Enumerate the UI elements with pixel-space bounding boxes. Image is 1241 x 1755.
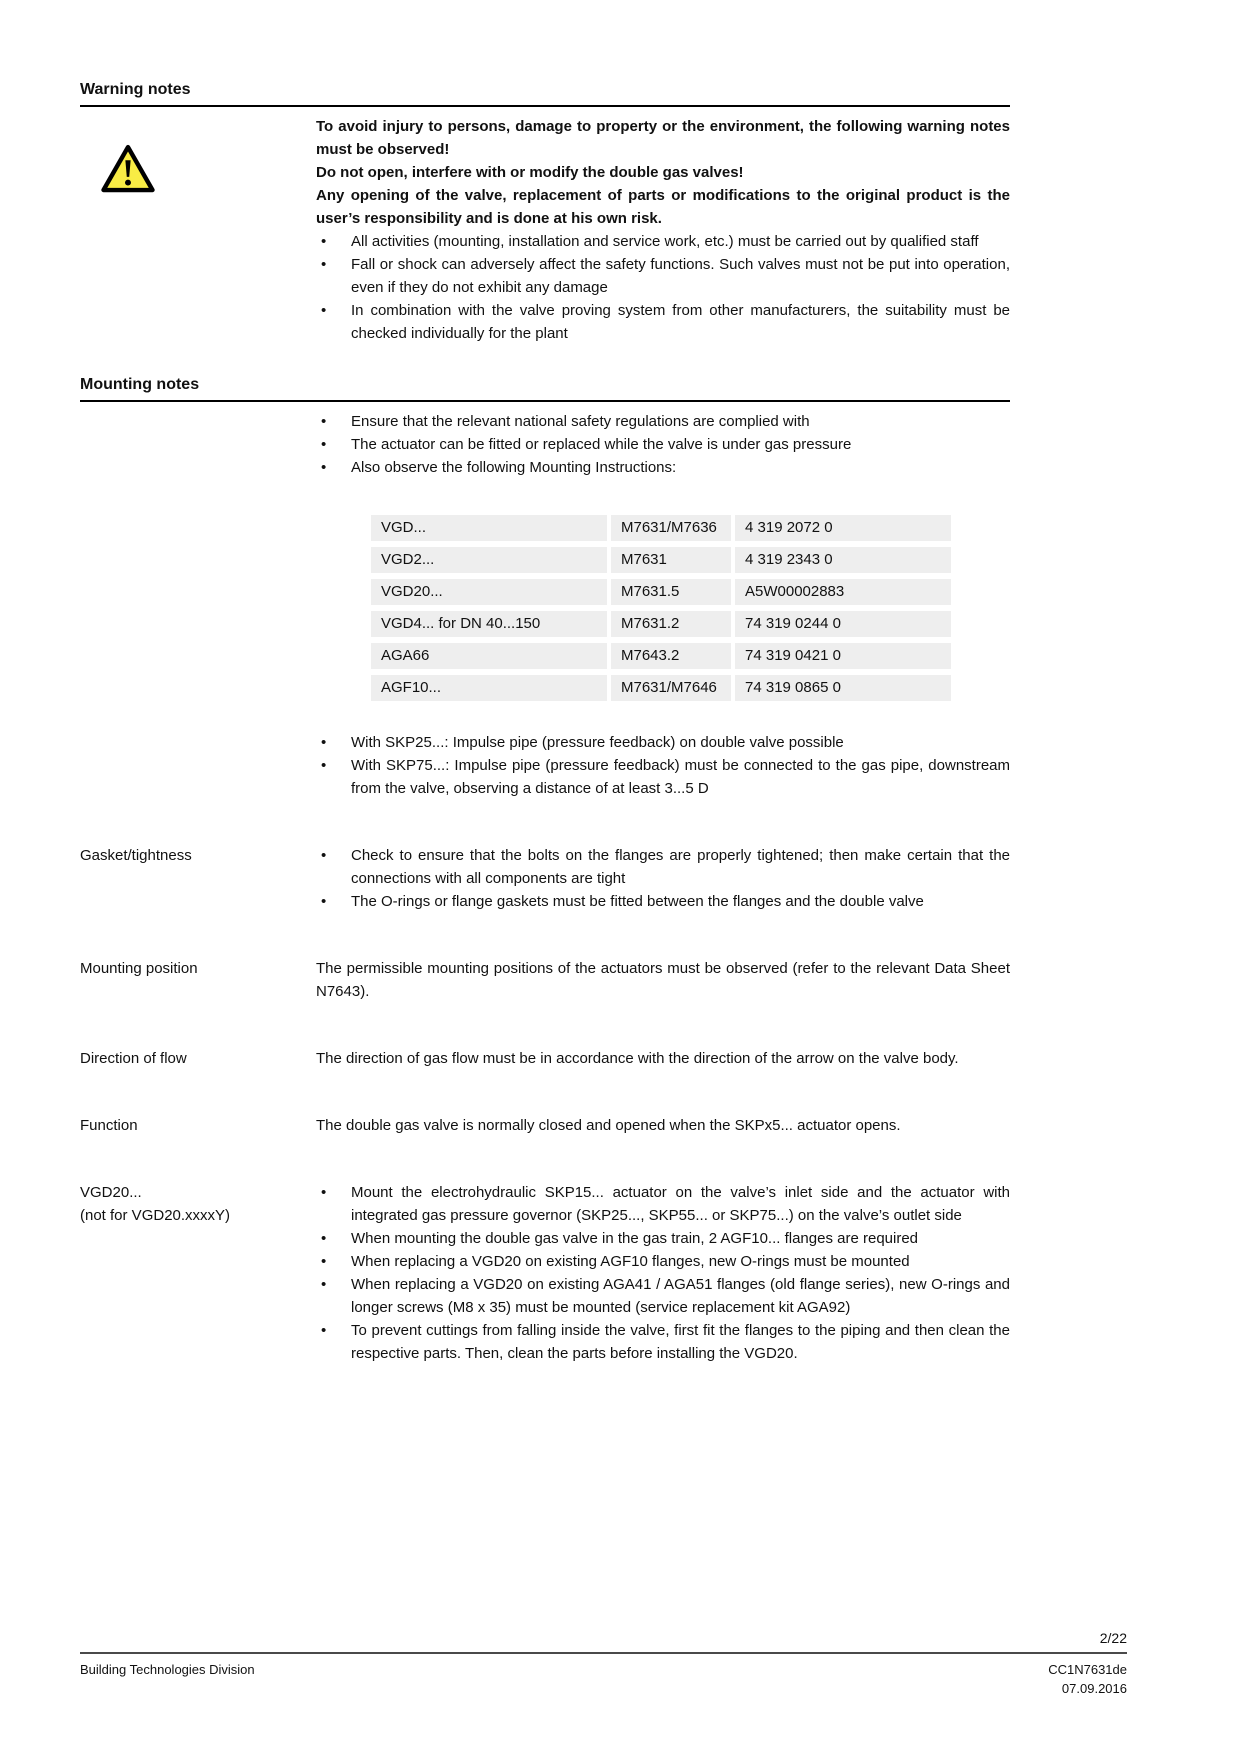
bullet-item: • With SKP25...: Impulse pipe (pressure feedback) on double valve possible — [316, 731, 1010, 754]
warning-label-column — [80, 115, 316, 202]
doc-date: 07.09.2016 — [1061, 1681, 1127, 1696]
doc-id: CC1N7631de — [1048, 1662, 1127, 1677]
direction-of-flow-label: Direction of flow — [80, 1050, 187, 1067]
cell-stock-number: 74 319 0244 0 — [735, 611, 951, 637]
do-not-open-note: Do not open, interfere with or modify the double gas valves! — [316, 164, 744, 181]
gasket-label: Gasket/tightness — [80, 847, 192, 864]
warning-intro: To avoid injury to persons, damage to property or the environment, the following warning notes must be observed! — [316, 118, 1010, 158]
warning-triangle-icon — [100, 143, 156, 202]
bullet-item: • When replacing a VGD20 on existing AGA41 / AGA51 flanges (old flange series), new O-rings and longer screws (M8 x 35) must be mounted (service replacement kit AGA92) — [316, 1273, 1010, 1319]
footer-rule — [80, 1652, 1127, 1654]
vgd20-content — [316, 1181, 1010, 1365]
warning-bullet-list — [316, 230, 1010, 345]
footer-doc-info — [1048, 1660, 1127, 1698]
cell-mounting-instruction: M7631.2 — [611, 611, 731, 637]
bullet-item: • The actuator can be fitted or replaced while the valve is under gas pressure — [316, 433, 1010, 456]
cell-valve-type: VGD20... — [371, 579, 607, 605]
mounting-position-text: The permissible mounting positions of the actuators must be observed (refer to the relevant Data Sheet N7643). — [316, 960, 1010, 1000]
cell-valve-type: VGD2... — [371, 547, 607, 573]
vgd20-section — [80, 1181, 1241, 1365]
bullet-item: • Check to ensure that the bolts on the flanges are properly tightened; then make certain that the connections with all components are tight — [316, 844, 1010, 890]
cell-mounting-instruction: M7631.5 — [611, 579, 731, 605]
function-section — [80, 1114, 1241, 1137]
direction-of-flow-section — [80, 1047, 1241, 1070]
cell-mounting-instruction: M7631/M7646 — [611, 675, 731, 701]
cell-mounting-instruction: M7643.2 — [611, 643, 731, 669]
function-label: Function — [80, 1117, 138, 1134]
cell-valve-type: AGA66 — [371, 643, 607, 669]
mounting-content-column — [316, 410, 1010, 800]
vgd20-label-line2: (not for VGD20.xxxxY) — [80, 1207, 231, 1224]
bullet-item: • When mounting the double gas valve in the gas train, 2 AGF10... flanges are required — [316, 1227, 1010, 1250]
mounting-notes-section — [80, 410, 1241, 800]
division-name: Building Technologies Division — [80, 1662, 255, 1677]
cell-stock-number: 4 319 2072 0 — [735, 515, 951, 541]
cell-valve-type: AGF10... — [371, 675, 607, 701]
gasket-section — [80, 844, 1241, 913]
gasket-bullet-list — [316, 844, 1010, 913]
function-text: The double gas valve is normally closed and opened when the SKPx5... actuator opens. — [316, 1117, 901, 1134]
cell-stock-number: A5W00002883 — [735, 579, 951, 605]
vgd20-label — [80, 1181, 316, 1227]
cell-stock-number: 74 319 0865 0 — [735, 675, 951, 701]
bullet-item: • The O-rings or flange gaskets must be fitted between the flanges and the double valve — [316, 890, 1010, 913]
mounting-position-label: Mounting position — [80, 960, 198, 977]
warning-content-column — [316, 115, 1010, 345]
bullet-item: • Ensure that the relevant national safety regulations are complied with — [316, 410, 1010, 433]
bullet-item: • When replacing a VGD20 on existing AGF10 flanges, new O-rings must be mounted — [316, 1250, 1010, 1273]
cell-mounting-instruction: M7631/M7636 — [611, 515, 731, 541]
cell-stock-number: 4 319 2343 0 — [735, 547, 951, 573]
warning-notes-heading: Warning notes — [80, 80, 1010, 107]
bullet-item: • To prevent cuttings from falling inside the valve, first fit the flanges to the piping and then clean the respective parts. Then, clean the parts before installing the VGD20. — [316, 1319, 1010, 1365]
cell-valve-type: VGD4... for DN 40...150 — [371, 611, 607, 637]
bullet-item: • All activities (mounting, installation and service work, etc.) must be carried out by qualified staff — [316, 230, 1010, 253]
mounting-instructions-table — [371, 515, 1010, 701]
vgd20-label-line1: VGD20... — [80, 1184, 142, 1201]
cell-mounting-instruction: M7631 — [611, 547, 731, 573]
vgd20-bullet-list — [316, 1181, 1010, 1365]
any-opening-note: Any opening of the valve, replacement of parts or modifications to the original product is the user’s responsibility and is done at his own risk. — [316, 187, 1010, 227]
bullet-item: • Also observe the following Mounting Instructions: — [316, 456, 1010, 479]
warning-notes-section — [80, 115, 1241, 345]
page-footer — [80, 1630, 1127, 1698]
bullet-item: • In combination with the valve proving system from other manufacturers, the suitability must be checked individually for the plant — [316, 299, 1010, 345]
bullet-item: • With SKP75...: Impulse pipe (pressure feedback) must be connected to the gas pipe, downstream from the valve, observing a distance of at least 3...5 D — [316, 754, 1010, 800]
cell-stock-number: 74 319 0421 0 — [735, 643, 951, 669]
bullet-item: • Fall or shock can adversely affect the safety functions. Such valves must not be put into operation, even if they do not exhibit any damage — [316, 253, 1010, 299]
mounting-position-section — [80, 957, 1241, 1003]
page-number: 2/22 — [1099, 1630, 1127, 1646]
skp-bullet-list — [316, 731, 1010, 800]
cell-valve-type: VGD... — [371, 515, 607, 541]
mounting-bullet-list — [316, 410, 1010, 479]
mounting-notes-heading: Mounting notes — [80, 375, 1010, 402]
gasket-content — [316, 844, 1010, 913]
direction-of-flow-text: The direction of gas flow must be in accordance with the direction of the arrow on the valve body. — [316, 1050, 959, 1067]
bullet-item: • Mount the electrohydraulic SKP15... actuator on the valve’s inlet side and the actuator with integrated gas pressure governor (SKP25..., SKP55... or SKP75...) on the valve’s outlet side — [316, 1181, 1010, 1227]
